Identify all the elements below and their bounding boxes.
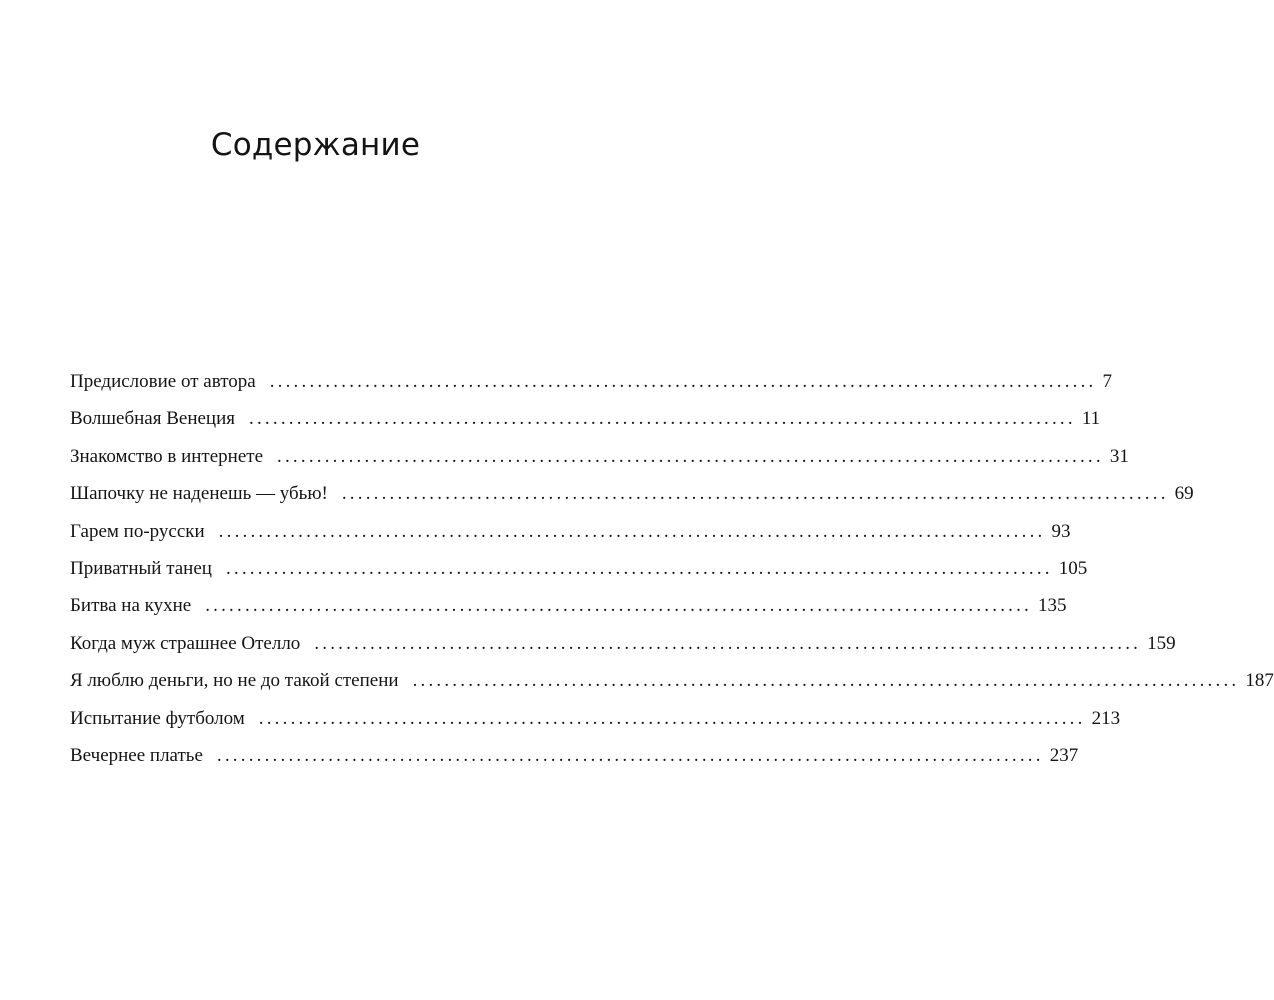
dot-leader: ........................................................................................................: [412, 670, 1240, 692]
toc-entry: [70, 587, 1067, 624]
toc-entry-title: Гарем по-русски: [70, 520, 205, 542]
toc-entry: [70, 400, 1101, 437]
toc-page-number: 69: [1174, 483, 1194, 505]
dot-leader: ........................................................................................................: [225, 557, 1053, 579]
toc-page-number: 93: [1051, 520, 1071, 542]
toc-page-number: 159: [1147, 632, 1176, 654]
toc-page-number: 11: [1081, 408, 1101, 430]
page-title: Содержание: [210, 127, 421, 163]
toc-entry: [70, 513, 1071, 550]
toc-entry: [70, 550, 1088, 587]
toc-entry-title: Приватный танец: [70, 557, 212, 579]
toc-entry-title: Битва на кухне: [70, 595, 192, 617]
toc-entry-title: Шапочку не наденешь — убью!: [70, 483, 328, 505]
toc-entry-title: Знакомство в интернете: [70, 445, 264, 467]
toc-entry-title: Предисловие от автора: [70, 371, 256, 392]
toc-entry-title: Я люблю деньги, но не до такой степени: [70, 670, 399, 692]
toc-entry: [70, 438, 1129, 475]
toc-entry: [70, 700, 1121, 737]
dot-leader: ........................................................................................................: [205, 595, 1033, 617]
toc-page-number: 105: [1058, 557, 1088, 579]
dot-leader: ........................................................................................................: [216, 744, 1044, 766]
dot-leader: ........................................................................................................: [269, 371, 1097, 392]
toc-entry: [70, 475, 1194, 512]
toc-entry-title: Вечернее платье: [70, 744, 203, 766]
toc-page-number: 237: [1049, 744, 1079, 766]
dot-leader: ........................................................................................................: [341, 483, 1169, 505]
toc-entry: [70, 625, 1176, 662]
dot-leader: ........................................................................................................: [277, 445, 1104, 467]
toc-entry: [70, 737, 1079, 774]
dot-leader: ........................................................................................................: [258, 707, 1086, 729]
toc-page-number: 7: [1102, 371, 1113, 392]
dot-leader: ........................................................................................................: [218, 520, 1046, 542]
table-of-contents: [70, 363, 1274, 774]
toc-entry: [70, 363, 1113, 400]
toc-page-number: 135: [1038, 595, 1067, 617]
toc-entry-title: Волшебная Венеция: [70, 408, 236, 430]
toc-page-number: 31: [1109, 445, 1129, 467]
dot-leader: ........................................................................................................: [314, 632, 1142, 654]
toc-entry-title: Испытание футболом: [70, 707, 245, 729]
toc-entry-title: Когда муж страшнее Отелло: [70, 632, 301, 654]
dot-leader: ........................................................................................................: [249, 408, 1076, 430]
toc-page-number: 187: [1245, 670, 1274, 692]
toc-page-number: 213: [1091, 707, 1121, 729]
toc-entry: [70, 662, 1274, 699]
